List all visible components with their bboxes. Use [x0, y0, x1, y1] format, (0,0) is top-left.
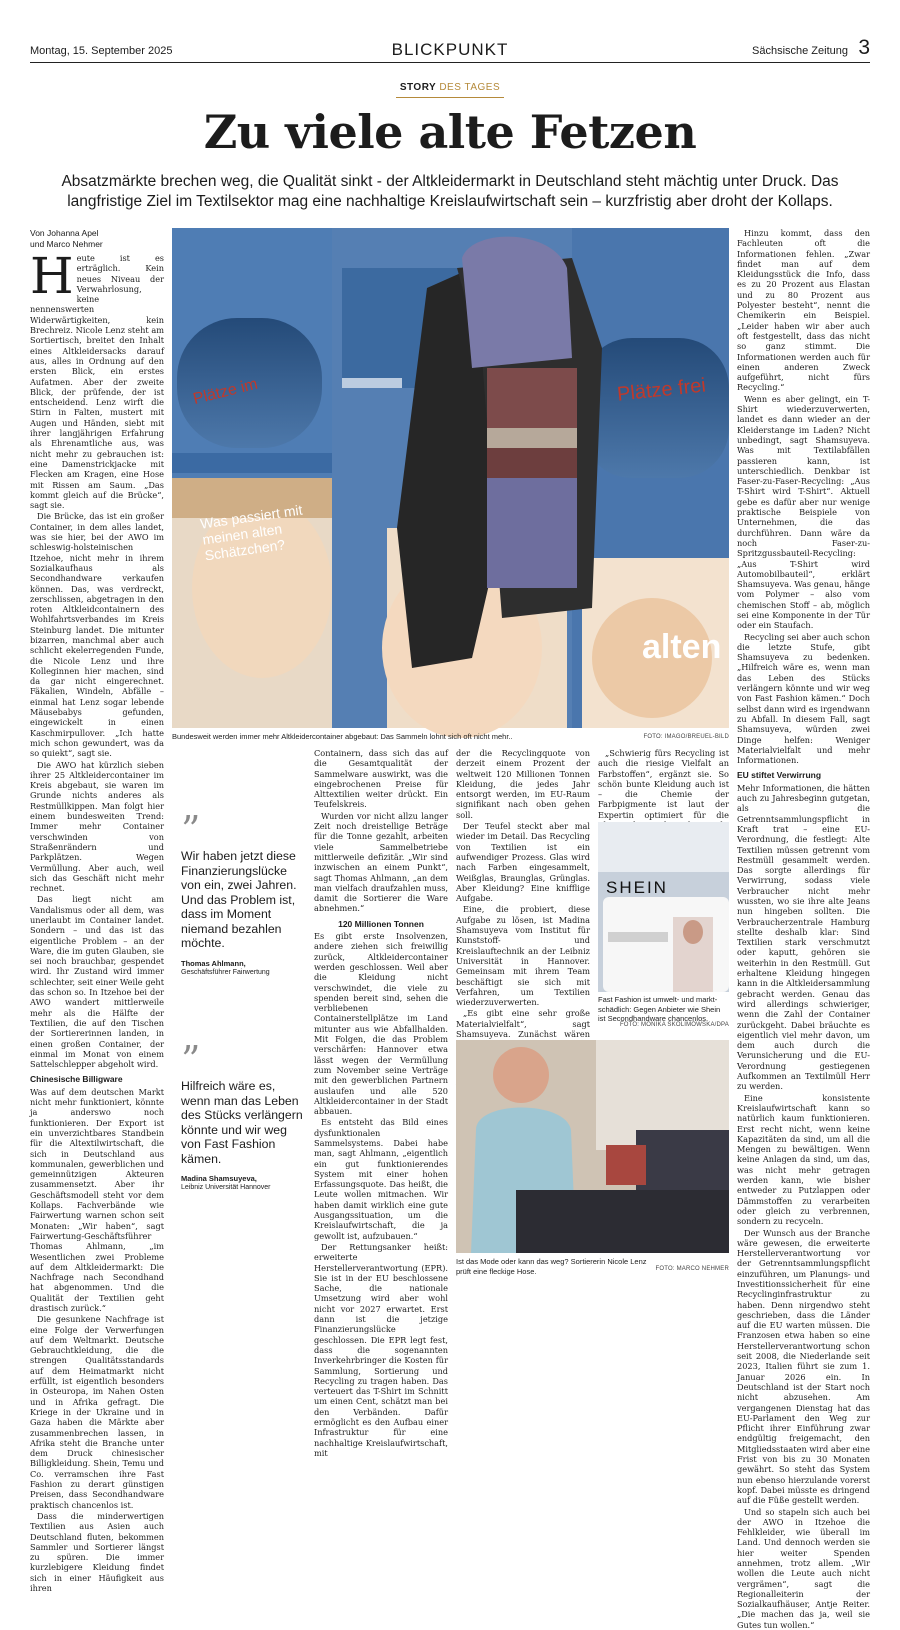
graffiti-text: Plätze im — [191, 375, 260, 409]
section-title: BLICKPUNKT — [391, 40, 509, 59]
shein-caption: Fast Fashion ist umwelt- und marktschädlich: Gegen Anbieter wie Shein ist Secondhandware chancenlos. — [598, 995, 721, 1023]
paragraph: Containern, dass sich das auf die Gesamtqualität der Sammelware auswirkt, was die eingebrochenen Preise für Alttextilien weiter drückt. Ein Teufelskreis. — [314, 748, 448, 810]
photo-credit: FOTO: IMAGO/BREUEL-BILD — [643, 734, 729, 740]
story-kicker: STORY DES TAGES — [399, 82, 501, 93]
main-photo — [172, 228, 729, 728]
poster-text-b: Plätze frei — [616, 374, 707, 406]
paragraph: Wurden vor nicht allzu langer Zeit noch dreistellige Beträge für die Tonne gezahlt, arbeiten viele Sammelbetriebe mittlerweile defizitär. „Wir sind inzwischen an einem Punkt“, sagt Thomas Ahlmann, „an dem man vielfach draufzahlen muss, damit die Sortierer die Ware abnehmen.“ — [314, 810, 448, 914]
headline: Zu viele alte Fetzen — [203, 105, 697, 159]
sorter-credit: FOTO: MARCO NEHMER — [655, 1266, 729, 1272]
sorter-illustration — [456, 1040, 729, 1253]
paragraph: „Es gibt eine sehr große Materialvielfalt“, sagt Shamsuyeva. Zunächst wären — [456, 1008, 590, 1040]
kicker-rule — [396, 97, 504, 98]
paragraph: Eine, die probiert, diese Aufgabe zu lösen, ist Madina Shamsuyeva vom Institut für Kunststoff- und Kreislauftechnik an der Leibniz Universität in Hannover. Gemeinsam mit ihrem Team beschäftigt sie sich mit Verfahren, um Textilien wiederzuverwerten. — [456, 904, 590, 1008]
paragraph: „Schwierig fürs Recycling ist auch die riesige Vielfalt an Farbstoffen“, ergänzt sie. So schön bunte Kleidung auch ist – die Chemie der Farbpigmente ist laut der Expertin optimiert für die — [598, 748, 729, 820]
paragraph: Mehr Informationen, die hätten auch zu Jahresbeginn gutgetan, als die Getrenntsammlungspflicht in Kraft trat – eine EU-Verordnung, die festlegt: Alte Textilien müssen getrennt vom Restmüll gesammelt werden. Das sorgte allerdings für Verwirrung, sodass viele Verbraucher nicht mehr wussten, wo sie ihre alte Jeans nun hingeben sollten. Die Verbraucherzentrale Hamburg stellte deshalb klar: Sind Textilien stark verschmutzt oder kaputt, gehören sie weiterhin in den Restmüll. Gut erhaltene Kleidung hingegen kann in die Altkleidersammlung gebracht werden. Genau das wird allerdings schwieriger, wenn die Zahl der Container zurückgeht. Dabei bräuchte es eigentlich viel mehr davon, um dem auch durch die Verunsicherung und die EU-Verordnung gestiegenen Aufkommen an Textilmüll Herr zu werden. — [737, 782, 870, 1092]
shein-photo — [598, 822, 729, 992]
subheading: EU stiftet Verwirrung — [737, 770, 822, 781]
paragraph: Der Teufel steckt aber mal wieder im Detail. Das Recycling von Textilien ist ein aufwendiger Prozess. Glas wird nach Farben eingesammelt, Weißglas, Braunglas, Grünglas. Aber Kleidung? Eine knifflige Aufgabe. — [456, 821, 590, 904]
paragraph: Dass die minderwertigen Textilien aus Asien auch Deutschland fluten, bekommen Sammler und Sortierer längst zu spüren. Die immer kurzlebigere Kleidung findet sich in einer Häufigkeit aus ihren — [30, 1510, 164, 1593]
photo-caption: Bundesweit werden immer mehr Altkleidercontainer abgebaut: Das Sammeln lohnt sich oft nicht mehr.. — [172, 732, 513, 741]
dek: Absatzmärkte brechen weg, die Qualität sinkt - der Altkleidermarkt in Deutschland steht mächtig unter Druck. Das langfristige Ziel im Textilsektor mag eine nachhaltige Kreislaufwirtschaft sein – kurzfristig aber droht der Kollaps. — [61, 173, 839, 210]
article-column-1 — [30, 247, 164, 1593]
article-column-3 — [456, 748, 590, 1038]
sorter-photo — [456, 1040, 729, 1253]
paragraph: eute ist es erträglich. Kein neues Niveau der Verwahrlosung, keine nennenswerten Widerwärtigkeiten, kein Brechreiz. Nicole Lenz steht am Sortiertisch, breitet den Inhalt eines Altkleidersacks darauf aus, alles in Ordnung auf den ersten Blick, ein erstes Aufatmen. Aber der zweite Blick, der prüfende, der ist entscheidend. Lenz wirft die Stirn in Falten, mustert mit Augen und Händen, siebt mit ihrer langjährigen Erfahrung als Ehrenamtliche aus, was nicht mehr zu gebrauchen ist: eine Damenstrickjacke mit Flecken am Kragen, eine Hose mit Rissen am Saum. „Das kommt gleich auf die Brücke“, sagt sie. — [30, 253, 164, 511]
article-column-2 — [314, 748, 448, 1458]
header-rule — [30, 62, 870, 63]
paragraph: der die Recyclingquote von derzeit einem Prozent der weltweit 120 Millionen Tonnen Kleidung, die jedes Jahr entsorgt werden, im EU-Raum signifikant nach oben gehen soll. — [456, 748, 590, 820]
paragraph: Wenn es aber gelingt, ein T-Shirt wiederzuverwerten, landet es dann wieder an der Kleiderstange im Laden? Nicht unbedingt, sagt Shamsuyeva. Was mit Textilabfällen passieren kann, ist unterschiedlich. Denkbar ist Faser-zu-Faser-Recycling: „Aus T-Shirt wird T-Shirt“. Aktuell gebe es dafür aber nur wenige praktische Beispiele von Unternehmen, die das durchführen. Dann wäre da noch Faser-zu-Spritzgussbauteil-Recycling: „Aus T-Shirt wird Automobilbauteil“, erklärt Shamsuyeva. Was genau, hänge vom Polymer – also vom chemischen Stoff – ab, möglich sei eine Komponente in der Tür oder ein Staufach. — [737, 393, 870, 631]
paragraph: Es entsteht das Bild eines dysfunktionalen Sammelsystems. Dabei habe man, sagt Ahlmann, „eigentlich ein gut funktionierendes System mit einer hohen Erfassungsquote. Das heißt, die Leute wollen mitmachen. Wir haben damit wirklich eine gute Ausgangssituation, um die Kreislaufwirtschaft, die ja gewollt ist, aufzubauen.“ — [314, 1117, 448, 1241]
shein-logo: SHEIN — [606, 878, 668, 897]
paragraph: Die AWO hat kürzlich sieben ihrer 25 Altkleidercontainer im Kreis abgebaut, sie waren im Grunde nichts anderes als Restmüllkippen. Man folgt hier einem bundesweiten Trend: Immer mehr Container verschwinden von Straßenrändern und Parkplätzen. Wegen Vermüllung. Aber auch, weil sich das Geschäft nicht mehr rechnet. — [30, 759, 164, 894]
paragraph: Recycling sei aber auch schon die letzte Stufe, gibt Shamsuyeva zu bedenken. „Hilfreich wäre es, wenn man das Leben des Stücks verlängern könnte und wir weg von Fast Fashion kämen.“ Doch selbst dann wird es irgendwann zu Abfall. In diesem Fall, sagt Shamsuyeva, würden zwei Dinge helfen: Weniger Materialvielfalt und mehr Informationen. — [737, 631, 870, 766]
paragraph: Hinzu kommt, dass den Fachleuten oft die Informationen fehlen. „Zwar findet man auf dem Kleidungsstück die Info, dass es zu 20 Prozent aus Elastan und zu 80 Prozent aus Polyester besteht“, nennt die Chemikerin ein Beispiel. „Leider haben wir aber auch oft festgestellt, dass das nicht so ganz stimmt. Die Informationen werden auch für einen anderen Zweck aufgeführt, nicht fürs Recycling.“ — [737, 228, 870, 393]
pull-quote: ” Hilfreich wäre es, wenn man das Leben des Stücks verlängern könnte und wir weg von Fast Fashion kämen. Madina Shamsuyeva, Leibniz Universität Hannover — [181, 1038, 303, 1191]
quote-mark-icon: ” — [181, 1038, 201, 1082]
page-number: 3 — [858, 36, 870, 59]
paragraph: Das liegt nicht am Vandalismus oder all dem, was unerlaubt im Container landet. Sondern – und das ist das eigentliche Problem – an der Ware, die im guten Glauben, sie sei noch brauchbar, gespendet wird. Ihr Zustand wird immer schlechter, seit einer Weile geht das schon so. In Itzehoe bei der AWO wandert mittlerweile mehr als die Hälfte der Textilien, die auf den Tischen der Sortiererinnen landen, in einen großen Container, der einmal im Monat von einem Sattelschlepper abgeholt wird. — [30, 894, 164, 1070]
subheading: Chinesische Billigware — [30, 1074, 123, 1085]
pull-quote: ” Wir haben jetzt diese Finanzierungslücke von ein, zwei Jahren. Und das Problem ist, dass im Moment niemand bezahlen möchte. Thomas Ahlmann, Geschäftsführer Fairwertung — [181, 815, 303, 977]
subheading: 120 Millionen Tonnen — [338, 918, 424, 929]
newspaper-name: Sächsische Zeitung — [752, 45, 848, 57]
paragraph: Eine konsistente Kreislaufwirtschaft kann so natürlich kaum funktionieren. Erst recht nicht, wenn keine Kapazitäten da sind, um all die Mengen zu bewältigen. Wenn keine Anlagen da sind, um das, was nicht mehr getragen werden kann, wie bisher entweder zu Putzlappen oder Dämmstoffen zu verarbeiten oder gleich zu verbrennen, sondern zu recyceln. — [737, 1092, 870, 1227]
shein-phone-illustration — [598, 822, 729, 992]
byline: Von Johanna Apel und Marco Nehmer — [30, 228, 103, 249]
paragraph: Die Brücke, das ist ein großer Container, in dem alles landet, was sie hier, bei der AWO im schleswig-holsteinischen Itzehoe, nicht mehr in ihrem Sozialkaufhaus als Secondhandware verkaufen können. Das, was verdreckt, zerschlissen, abgetragen in den roten Altkleidcontainern des Wohlfahrtsverbandes im Kreis Steinburg landet. Die mitunter bizarren, manchmal aber auch schlicht ekelerregenden Funde, die Nicole Lenz und ihre Kolleginnen hier machen, sind da gar nicht eingerechnet. Fäkalien, Windeln, Abfälle – einmal hat Lenz sogar lebende Mäusebabys gefunden, eingewickelt in einen Kaschmirpullover. „Ich hatte mich schon gewundert, was da so quiekt“, sagt sie. — [30, 511, 164, 759]
poster-text-a: Was passiert mit meinen alten Schätzchen? — [199, 501, 304, 564]
issue-date: Montag, 15. September 2025 — [30, 45, 173, 57]
sorter-caption: Ist das Mode oder kann das weg? Sortiererin Nicole Lenz prüft eine fleckige Hose. — [456, 1257, 647, 1276]
paragraph: Die gesunkene Nachfrage ist eine Folge der Verwerfungen auf dem Weltmarkt. Deutsche Gebrauchtkleidung, die die strengen Qualitätsstandards auf dem Heimatmarkt nicht erfüllt, ist eigentlich besonders in Osteuropa, im Nahen Osten und in Afrika gefragt. Die Kriege in der Ukraine und in Gaza haben die Märkte aber zusammenbrechen lassen, in Afrika steht die Branche unter dem Druck chinesischer Billigkleidung. Shein, Temu und Co. verramschen ihre Fast Fashion zu derart günstigen Preisen, dass Secondhandware praktisch chancenlos ist. — [30, 1314, 164, 1510]
article-column-4 — [598, 748, 729, 818]
drop-cap: H — [30, 247, 74, 305]
paragraph: Und so stapeln sich auch bei der AWO in Itzehoe die Fehlkleider, wie überall im Land. Und dennoch werden sie hier weiter Spenden annehmen, trotz allem. „Wir wollen die Leute auch nicht vergrämen“, sagt die Regionalleiterin der Sozialkaufhäuser, Antje Reiter. „Die machen das ja, weil sie Gutes tun wollen.“ — [737, 1506, 870, 1630]
paragraph: Der Wunsch aus der Branche wäre gewesen, die erweiterte Herstellerverantwortung vor der Getrenntsammlungspflicht einzuführen, um Planungs- und Investitionssicherheit für eine Recyclinginfrastruktur zu haben. Denn nirgendwo steht geschrieben, dass die Länder auf die EU warten müssen. Die Franzosen etwa haben so eine Herstellerverantwortung schon seit 2008, die Niederlande seit 2023, Italien führt sie zum 1. Januar 2026 ein. In Deutschland ist der Start noch nicht abzusehen. Am vergangenen Dienstag hat das EU-Parlament den Weg zur Pflicht ihrer Einführung zwar endgültig freigemacht, den Mitgliedsstaaten wird aber eine Frist von bis zu 30 Monaten gewährt. So steht das System nun ebenso hierzulande vorerst kopf. Dabei müsste es dringend auf die Füße gestellt werden. — [737, 1227, 870, 1506]
paragraph: Der Rettungsanker heißt: erweiterte Herstellerverantwortung (EPR). Sie ist in der EU beschlossene Sache, die nationale Umsetzung wird aber wohl nicht vor 2027 erwartet. Erst dann ist die jetzige Finanzierungslücke geschlossen. Die EPR legt fest, dass die sogenannten Inverkehrbringer die Kosten für Sammlung, Sortierung und Recycling zu tragen haben. Das verteuert das T-Shirt im Schnitt um einen Cent, schätzt man bei den Verbänden. Dafür ermöglicht es den Aufbau einer Infrastruktur für eine nachhaltige Kreislaufwirtschaft, mit — [314, 1241, 448, 1458]
quote-mark-icon: ” — [181, 808, 201, 852]
paragraph: Es gibt erste Insolvenzen, andere ziehen sich freiwillig zurück, Altkleidercontainer werden geschlossen. Weil aber die Kleidung nicht verschwindet, die viele zu spenden bereit sind, sehen die verbliebenen Containerstellplätze im Land mitunter aus wie Abfallhalden. Mit Folgen, die das Problem verschärfen: Hannover etwa lässt wegen der Vermüllung zum November seine Verträge mit den gewerblichen Partnern auslaufen und alle 520 Altkleidercontainer in der Stadt abbauen. — [314, 931, 448, 1117]
shein-credit: FOTO: MONIKA SKOLIMOWSKA/DPA — [619, 1022, 729, 1028]
paragraph: Was auf dem deutschen Markt nicht mehr funktioniert, könnte ja anderswo noch funktionieren. Der Export ist ein unverzichtbares Standbein für die Altextilwirtschaft, die sich in Deutschland aus kommunalen, gewerblichen und gemeinnützigen Akteuren zusammensetzt. Aber ihr Geschäftsmodell steht vor dem Kollaps. Fachverbände wie Fairwertung warnen schon seit Monaten: „Wir haben“, sagt Fairwertung-Geschäftsführer Thomas Ahlmann, „im Wesentlichen zwei Probleme auf dem Altkleidermarkt: Die Nachfrage nach Secondhand hat abgenommen. Und die Qualität der Textilien geht drastisch zurück.“ — [30, 1086, 164, 1313]
poster-text-c: alten — [642, 628, 722, 666]
article-column-5 — [737, 228, 870, 1630]
